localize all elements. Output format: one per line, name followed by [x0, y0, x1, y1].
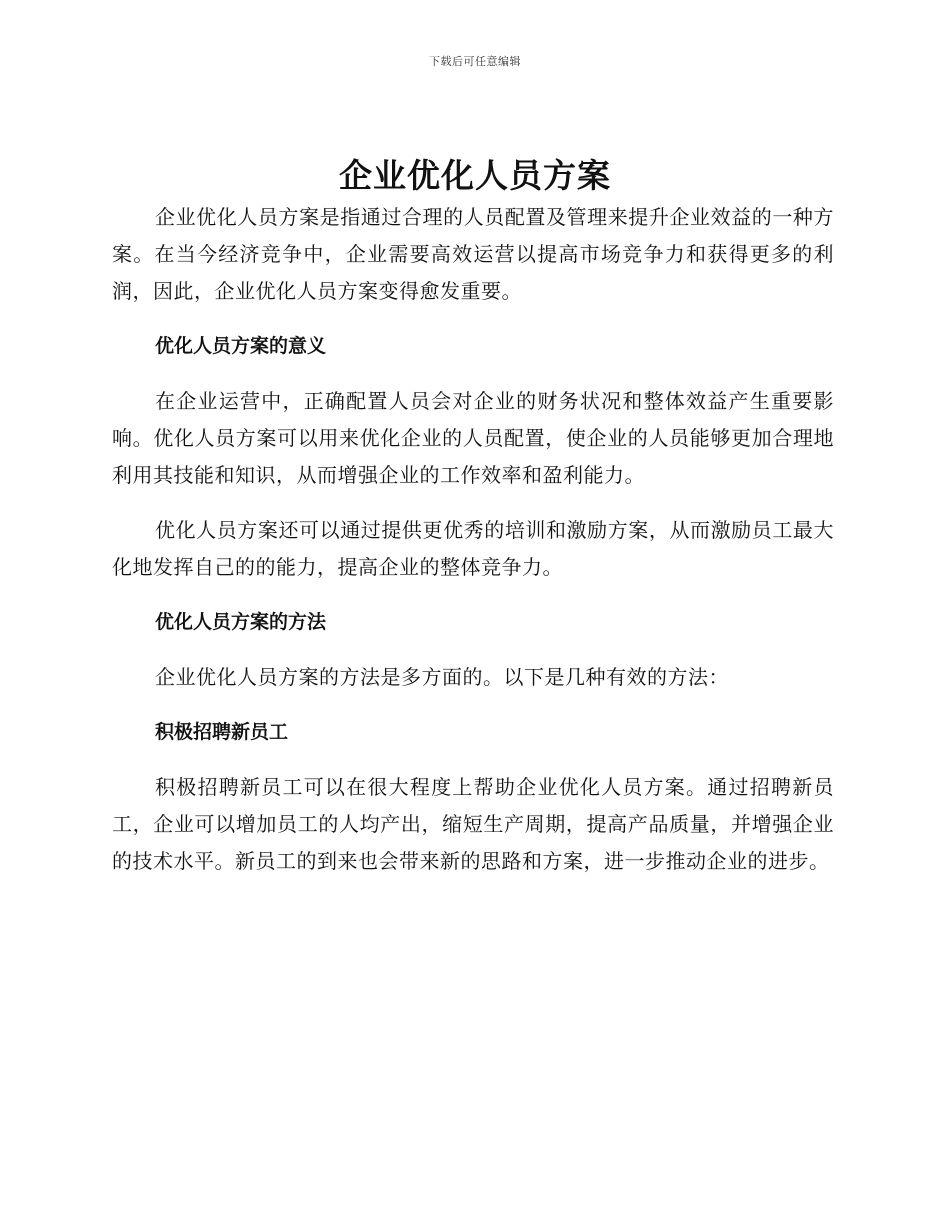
significance-paragraph-2: 优化人员方案还可以通过提供更优秀的培训和激励方案，从而激励员工最大化地发挥自己的的能力，提高企业的整体竞争力。	[112, 518, 834, 579]
section-heading-recruit: 积极招聘新员工	[155, 721, 289, 743]
section-heading-significance: 优化人员方案的意义	[155, 335, 327, 357]
recruit-paragraph: 积极招聘新员工可以在很大程度上帮助企业优化人员方案。通过招聘新员工，企业可以增加员工的人均产出，缩短生产周期，提高产品质量，并增强企业的技术水平。新员工的到来也会带来新的思路和方案，进一步推动企业的进步。	[112, 775, 834, 873]
section-heading-methods: 优化人员方案的方法	[155, 611, 327, 633]
document-body	[112, 199, 834, 898]
methods-intro-paragraph: 企业优化人员方案的方法是多方面的。以下是几种有效的方法：	[155, 665, 729, 689]
page-header-note: 下载后可任意编辑	[429, 55, 521, 68]
intro-paragraph: 企业优化人员方案是指通过合理的人员配置及管理来提升企业效益的一种方案。在当今经济竞争中，企业需要高效运营以提高市场竞争力和获得更多的利润，因此，企业优化人员方案变得愈发重要。	[112, 205, 834, 303]
significance-paragraph-1: 在企业运营中，正确配置人员会对企业的财务状况和整体效益产生重要影响。优化人员方案可以用来优化企业的人员配置，使企业的人员能够更加合理地利用其技能和知识，从而增强企业的工作效率和盈利能力。	[112, 389, 834, 487]
document-title: 企业优化人员方案	[339, 156, 611, 195]
